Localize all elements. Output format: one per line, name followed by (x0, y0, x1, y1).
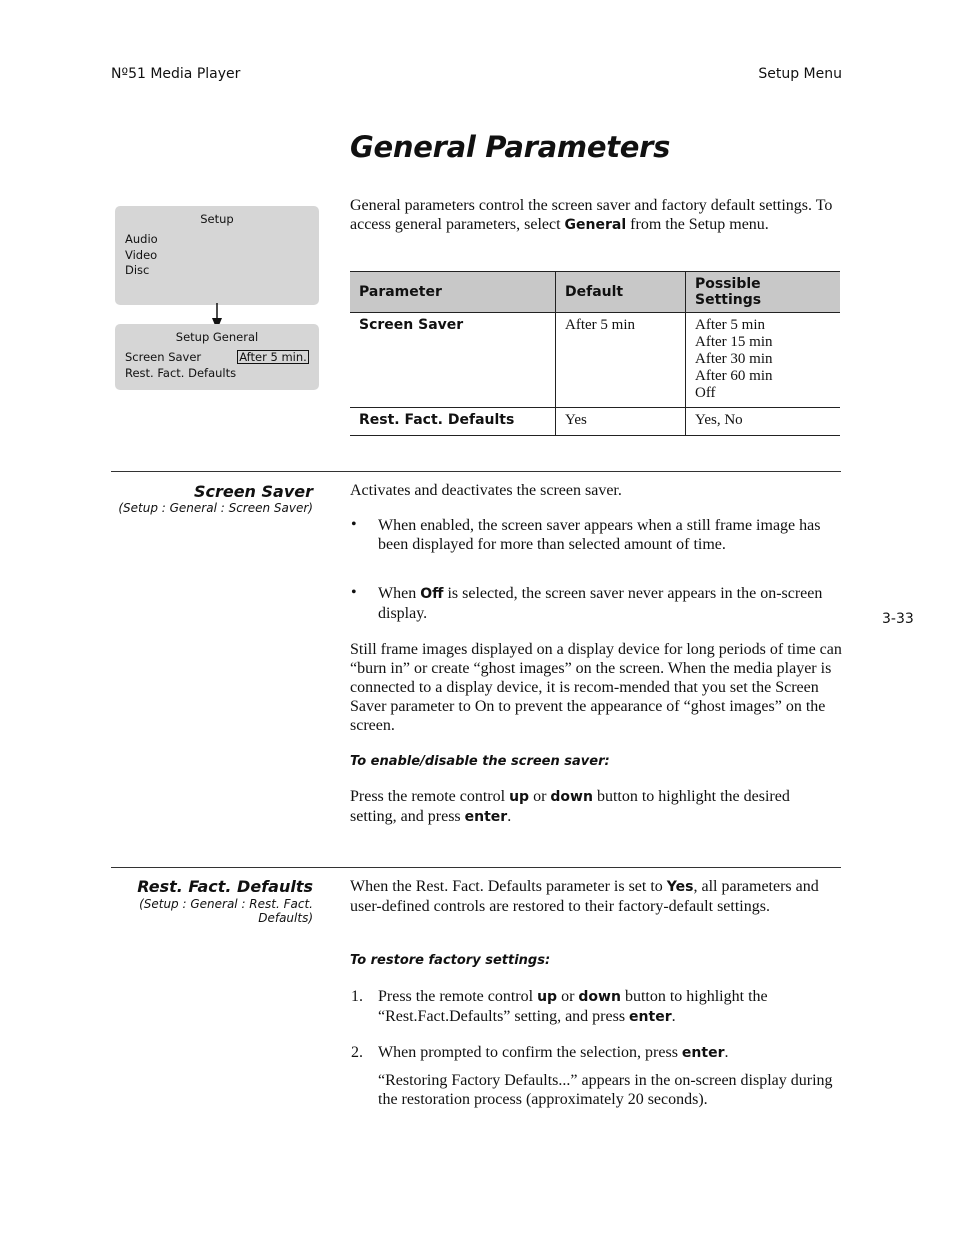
step-keyword-enter: enter (681, 1045, 725, 1061)
intro-text-2: from the Setup menu. (626, 216, 769, 233)
setting-option: After 15 min (695, 334, 773, 350)
table-header-possible-settings: Possible Settings (686, 272, 841, 313)
bullet2-text-1: When (378, 585, 421, 602)
screen-saver-bullet-1: When enabled, the screen saver appears when a still frame image has been displayed for more than selected amount of time. (378, 517, 821, 553)
page-number: 3-33 (882, 611, 914, 627)
rest-fact-step-1 (378, 987, 840, 1027)
rest-fact-text-2: , all parameters and user-defined controls are restored to their factory-default settings. (350, 878, 819, 915)
step-keyword-down: down (550, 789, 593, 805)
bullet2-text-2: is selected, the screen saver never appears in the on-screen display. (378, 585, 823, 622)
step-number: 2. (351, 1044, 363, 1061)
rest-fact-menu-path: (Setup : General : Rest. Fact. Defaults) (139, 897, 313, 925)
screen-saver-menu-path: (Setup : General : Screen Saver) (118, 501, 313, 515)
table-header-default: Default (556, 272, 686, 313)
table-row (350, 408, 840, 436)
screen-saver-procedure-step (350, 787, 830, 827)
step-text: Press the remote control (350, 788, 510, 805)
rest-fact-heading: Rest. Fact. Defaults (137, 877, 313, 896)
table-header-row (350, 272, 840, 313)
setup-general-screen-saver-value: After 5 min. (237, 350, 309, 364)
setup-general-title: Setup General (175, 330, 259, 344)
step-keyword-up: up (537, 989, 558, 1005)
table-cell-settings: Yes, No (686, 408, 841, 436)
header-product-name: Nº51 Media Player (111, 66, 241, 82)
setting-option: Off (695, 385, 716, 401)
table-cell-settings (686, 313, 841, 408)
setting-option: After 60 min (695, 368, 773, 384)
table-cell-parameter: Rest. Fact. Defaults (350, 408, 556, 436)
step-text: or (557, 988, 579, 1005)
intro-keyword: General (564, 217, 627, 233)
step-text: or (529, 788, 551, 805)
step-keyword-enter: enter (464, 809, 508, 825)
step-text: . (671, 1008, 676, 1025)
rest-fact-step-2-note: “Restoring Factory Defaults...” appears in the on-screen display during the restoration process (approximately 20 seconds). (378, 1072, 833, 1108)
setup-menu-item-video: Video (125, 248, 158, 262)
table-cell-default: Yes (556, 408, 686, 436)
setup-menu-box (115, 206, 319, 305)
rest-fact-procedure-title: To restore factory settings: (350, 953, 551, 968)
bullet-icon: • (351, 516, 357, 533)
section-divider (111, 471, 841, 472)
step-keyword-up: up (509, 789, 530, 805)
rest-fact-step-2 (378, 1043, 840, 1063)
setup-menu-item-audio: Audio (125, 232, 158, 246)
table-row (350, 313, 840, 408)
setup-menu-title: Setup (200, 212, 234, 226)
step-text: Press the remote control (378, 988, 538, 1005)
parameters-table (350, 271, 840, 436)
step-text: . (724, 1044, 729, 1061)
screen-saver-paragraph: Still frame images displayed on a display device for long periods of time can “burn in” or create “ghost images” on the screen. When the media player is connected to a display device, it is recom-mended that you set the Screen Saver parameter to On to prevent the appearance of “ghost images” on the screen. (350, 641, 842, 734)
screen-saver-intro: Activates and deactivates the screen saver. (350, 482, 622, 499)
screen-saver-procedure-title: To enable/disable the screen saver: (350, 754, 610, 769)
setup-general-box (115, 324, 319, 390)
step-text: button to highlight the “Rest.Fact.Defaults” setting, and press (378, 988, 768, 1025)
bullet2-keyword: Off (420, 586, 444, 602)
intro-paragraph (350, 196, 842, 235)
setup-menu-item-disc: Disc (125, 263, 150, 277)
bullet-icon: • (351, 584, 357, 601)
screen-saver-heading: Screen Saver (193, 482, 313, 501)
header-section-name: Setup Menu (758, 66, 842, 82)
setup-general-rest-fact-label: Rest. Fact. Defaults (125, 366, 237, 380)
section-divider (111, 867, 841, 868)
setting-option: After 30 min (695, 351, 773, 367)
step-text: . (507, 808, 512, 825)
table-cell-parameter: Screen Saver (350, 313, 556, 408)
rest-fact-intro (350, 877, 842, 916)
table-cell-default: After 5 min (556, 313, 686, 408)
step-keyword-down: down (578, 989, 621, 1005)
setting-option: After 5 min (695, 317, 765, 333)
step-number: 1. (351, 988, 363, 1005)
step-text: button to highlight the desired setting, and press (350, 788, 790, 825)
rest-fact-keyword: Yes (666, 879, 694, 895)
table-header-parameter: Parameter (350, 272, 556, 313)
step-text: When prompted to confirm the selection, press (378, 1044, 682, 1061)
screen-saver-bullet-2 (378, 584, 840, 623)
setup-general-screen-saver-label: Screen Saver (125, 350, 202, 364)
intro-text-1: General parameters control the screen saver and factory default settings. To access general parameters, select (350, 197, 833, 233)
step-keyword-enter: enter (629, 1009, 672, 1025)
rest-fact-text-1: When the Rest. Fact. Defaults parameter is set to (350, 878, 667, 895)
page-title: General Parameters (350, 130, 671, 164)
